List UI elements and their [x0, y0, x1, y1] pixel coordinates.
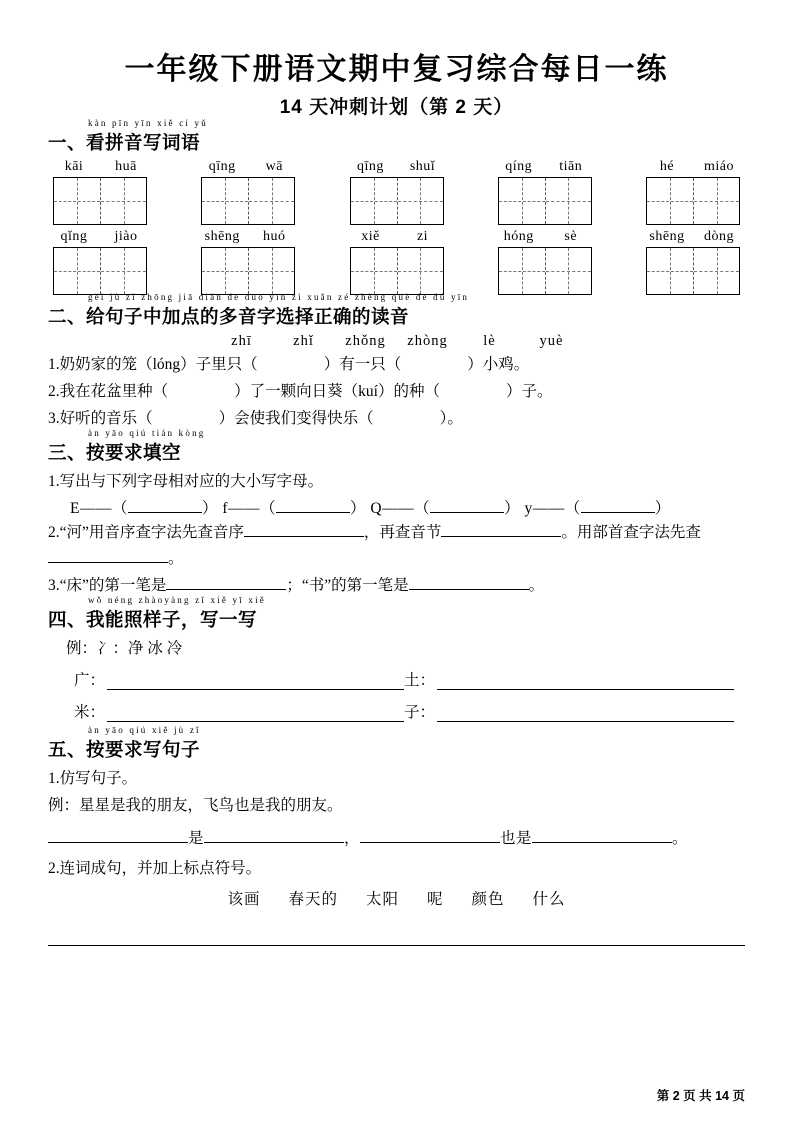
- pinyin-syllable: shuǐ: [409, 159, 436, 174]
- answer-blank[interactable]: [128, 512, 202, 513]
- grid-item: [345, 229, 449, 295]
- grid-item: [196, 159, 300, 225]
- grid-item: [48, 229, 152, 295]
- question-text: ）有一只（: [323, 356, 402, 373]
- question-text: 1.奶奶家的笼（lóng）子里只（: [48, 356, 258, 373]
- pinyin-syllable: wā: [265, 159, 283, 174]
- tianzi-box[interactable]: [350, 177, 444, 225]
- question-text: 2.我在花盆里种（: [48, 383, 169, 401]
- tianzi-box[interactable]: [498, 177, 592, 225]
- question-text: 3.“床”的第一笔是: [48, 576, 167, 594]
- answer-blank[interactable]: [409, 589, 529, 590]
- sentence-fill-line: [48, 826, 745, 848]
- grid-item: [493, 159, 597, 225]
- answer-blank[interactable]: [430, 512, 504, 513]
- tianzi-box[interactable]: [350, 247, 444, 295]
- section-3-ruby: àn yāo qiú tián kòng: [88, 428, 206, 439]
- answer-blank[interactable]: [360, 842, 500, 843]
- tianzi-box[interactable]: [53, 177, 147, 225]
- grid-pinyin: [48, 159, 152, 175]
- question-text: ）。: [439, 410, 463, 428]
- grid-pinyin: [641, 159, 745, 175]
- tianzi-box[interactable]: [53, 247, 147, 295]
- section-5-example: 例：星星是我的朋友，飞鸟也是我的朋友。: [48, 796, 343, 814]
- page-title: 一年级下册语文期中复习综合每日一练: [124, 53, 669, 86]
- pinyin-syllable: huā: [115, 159, 137, 174]
- tianzi-box[interactable]: [646, 177, 740, 225]
- answer-blank[interactable]: [107, 705, 404, 722]
- write-item: [404, 700, 734, 722]
- pinyin-syllable: shēng: [649, 229, 685, 244]
- question-text: ，再查音节: [363, 524, 442, 542]
- pinyin-syllable: miáo: [704, 159, 734, 174]
- question-text: 3.好听的音乐（: [48, 410, 153, 428]
- letter-prompt: ） Q——（: [350, 500, 431, 518]
- pinyin-choice: zhǐ: [293, 333, 314, 349]
- word-bank: [48, 887, 745, 909]
- answer-blank[interactable]: [276, 512, 350, 513]
- letter-prompt: E——（: [70, 500, 128, 518]
- letter-prompt: ） y——（: [504, 500, 581, 518]
- section-3-heading-text: 三、按要求填空: [48, 442, 182, 464]
- page-footer: 第 2 页 共 14 页: [656, 1089, 745, 1103]
- section-5-ruby: àn yāo qiú xiě jù zǐ: [88, 724, 201, 735]
- question-text: 2.“河”用音序查字法先查音序: [48, 524, 244, 542]
- word-chip: 呢: [427, 891, 444, 909]
- write-item: [74, 700, 404, 722]
- question-text: ）了一颗向日葵（kuí）的种（: [234, 383, 440, 401]
- write-item-label: 土：: [404, 671, 436, 689]
- section-2-heading: [48, 292, 745, 329]
- question-3-2: [48, 520, 745, 570]
- grid-pinyin: [345, 159, 449, 175]
- fill-label: 是: [188, 829, 205, 847]
- write-item-label: 子：: [404, 703, 436, 721]
- word-chip: 什么: [532, 891, 566, 909]
- pinyin-syllable: zi: [416, 229, 429, 244]
- pinyin-syllable: sè: [564, 229, 578, 244]
- section-1-heading-text: 一、看拼音写词语: [48, 132, 201, 153]
- question-text: ）子。: [505, 383, 553, 401]
- letter-prompt: ） f——（: [201, 500, 277, 518]
- pinyin-choice: zhī: [231, 333, 252, 349]
- section-4-row-2: [74, 700, 745, 722]
- pinyin-syllable: shēng: [204, 229, 240, 244]
- pinyin-syllable: qíng: [505, 159, 533, 174]
- word-chip: 太阳: [365, 891, 399, 909]
- pinyin-choice: zhòng: [407, 333, 448, 349]
- fill-label: 也是: [500, 829, 533, 847]
- pinyin-choice: lè: [483, 333, 496, 349]
- pinyin-syllable: qīng: [357, 159, 384, 174]
- word-chip: 春天的: [288, 891, 338, 909]
- section-2-ruby: gěi jù zǐ zhōng jiā diǎn de duō yīn zì xuǎn zé zhèng què de dú yīn: [88, 292, 470, 302]
- answer-blank[interactable]: [532, 842, 672, 843]
- section-4-example: 例：冫：净 冰 冷: [66, 639, 183, 657]
- fill-label: 。: [672, 829, 689, 847]
- question-text: ）会使我们变得快乐（: [218, 410, 374, 428]
- answer-divider: [48, 945, 745, 946]
- question-text: 。: [528, 576, 545, 594]
- tianzi-box[interactable]: [201, 177, 295, 225]
- section-1-ruby: kàn pīn yīn xiě cí yǔ: [88, 118, 208, 128]
- grid-row-2: [48, 229, 745, 295]
- question-5-1: 1.仿写句子。: [48, 769, 138, 787]
- grid-pinyin: [493, 159, 597, 175]
- page-subtitle: 14 天冲刺计划（第 2 天）: [279, 97, 514, 118]
- pinyin-choice: zhǒng: [345, 333, 386, 349]
- section-2-heading-text: 二、给句子中加点的多音字选择正确的读音: [48, 306, 410, 327]
- pinyin-syllable: xiě: [361, 229, 380, 244]
- letter-prompt: ）: [654, 500, 671, 518]
- answer-blank[interactable]: [48, 842, 188, 843]
- grid-pinyin: [196, 159, 300, 175]
- grid-item: [196, 229, 300, 295]
- tianzi-box[interactable]: [498, 247, 592, 295]
- pinyin-writing-grid: [48, 159, 745, 295]
- section-4-ruby: wǒ néng zhàoyàng zǐ xiě yī xiě: [88, 594, 266, 605]
- word-chip: 颜色: [471, 891, 505, 909]
- section-4-heading-text: 四、我能照样子，写一写: [48, 608, 258, 630]
- pinyin-syllable: dòng: [704, 229, 734, 244]
- letter-pairs-line: [70, 496, 745, 518]
- grid-item: [48, 159, 152, 225]
- tianzi-box[interactable]: [646, 247, 740, 295]
- pinyin-choice: yuè: [539, 333, 564, 349]
- pinyin-syllable: huó: [263, 229, 286, 244]
- pinyin-syllable: hóng: [503, 229, 534, 244]
- word-chip: 该画: [227, 891, 261, 909]
- grid-pinyin: [641, 229, 745, 245]
- grid-pinyin: [48, 229, 152, 245]
- answer-blank[interactable]: [581, 512, 655, 513]
- section-5-heading-text: 五、按要求写句子: [48, 738, 201, 760]
- pinyin-syllable: hé: [659, 159, 675, 174]
- answer-blank[interactable]: [244, 536, 364, 537]
- question-3-1: 1.写出与下列字母相对应的大小写字母。: [48, 473, 324, 491]
- pinyin-syllable: jiào: [114, 229, 138, 244]
- write-item: [74, 668, 404, 690]
- section-1-heading: [48, 118, 745, 155]
- grid-item: [641, 229, 745, 295]
- question-2-1: [48, 352, 745, 377]
- question-5-2: 2.连词成句，并加上标点符号。: [48, 859, 262, 877]
- pinyin-choice-bank: [48, 333, 745, 350]
- answer-blank[interactable]: [437, 673, 734, 690]
- pinyin-syllable: qīng: [208, 159, 236, 174]
- grid-item: [493, 229, 597, 295]
- section-3-heading: [48, 428, 745, 465]
- grid-pinyin: [196, 229, 300, 245]
- fill-label: ，: [344, 829, 361, 847]
- pinyin-syllable: kāi: [64, 159, 84, 174]
- question-2-2: [48, 379, 745, 404]
- answer-blank[interactable]: [441, 536, 561, 537]
- answer-blank[interactable]: [204, 842, 344, 843]
- grid-pinyin: [493, 229, 597, 245]
- answer-blank[interactable]: [48, 562, 168, 563]
- section-4-row-1: [74, 668, 745, 690]
- pinyin-syllable: qǐng: [60, 229, 88, 244]
- question-text: ）小鸡。: [467, 356, 530, 373]
- grid-item: [641, 159, 745, 225]
- question-text: ；“书”的第一笔是: [286, 576, 409, 594]
- question-text: 。用部首查字法先查: [561, 524, 701, 542]
- section-5-heading: [48, 724, 745, 762]
- answer-blank[interactable]: [107, 673, 404, 690]
- grid-pinyin: [345, 229, 449, 245]
- section-4-heading: [48, 594, 745, 632]
- answer-blank[interactable]: [166, 589, 286, 590]
- answer-blank[interactable]: [437, 705, 734, 722]
- grid-row-1: [48, 159, 745, 225]
- write-item-label: 米：: [74, 703, 106, 721]
- pinyin-syllable: tiān: [559, 159, 583, 174]
- grid-item: [345, 159, 449, 225]
- question-text: 。: [168, 549, 184, 567]
- write-item-label: 广：: [74, 671, 106, 689]
- tianzi-box[interactable]: [201, 247, 295, 295]
- write-item: [404, 668, 734, 690]
